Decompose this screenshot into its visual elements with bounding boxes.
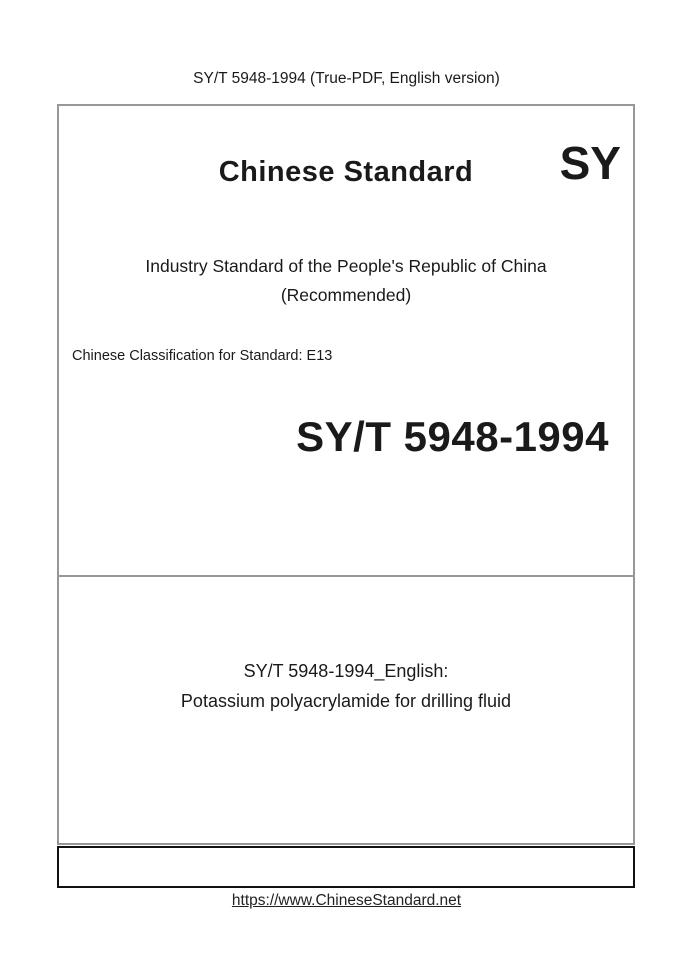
section-divider [59,575,633,577]
recommended-line: (Recommended) [280,285,412,305]
english-title-block [59,656,633,716]
standard-number: SY/T 5948-1994 [296,413,609,460]
classification-line: Chinese Classification for Standard: E13 [72,348,333,364]
english-title-line1: SY/T 5948-1994_English: [243,661,449,681]
page-header-note: SY/T 5948-1994 (True-PDF, English version) [193,70,500,87]
brand-title: Chinese Standard [218,156,474,188]
title-row [59,137,633,204]
page-footer [0,892,693,910]
footer-link[interactable]: https://www.ChineseStandard.net [231,892,462,909]
industry-standard-line: Industry Standard of the People's Republic of China [145,256,547,276]
cover-box [57,104,635,845]
english-title-line2: Potassium polyacrylamide for drilling fluid [180,691,512,711]
footer-empty-box [57,846,635,888]
brand-code-logo: SY [559,137,621,189]
